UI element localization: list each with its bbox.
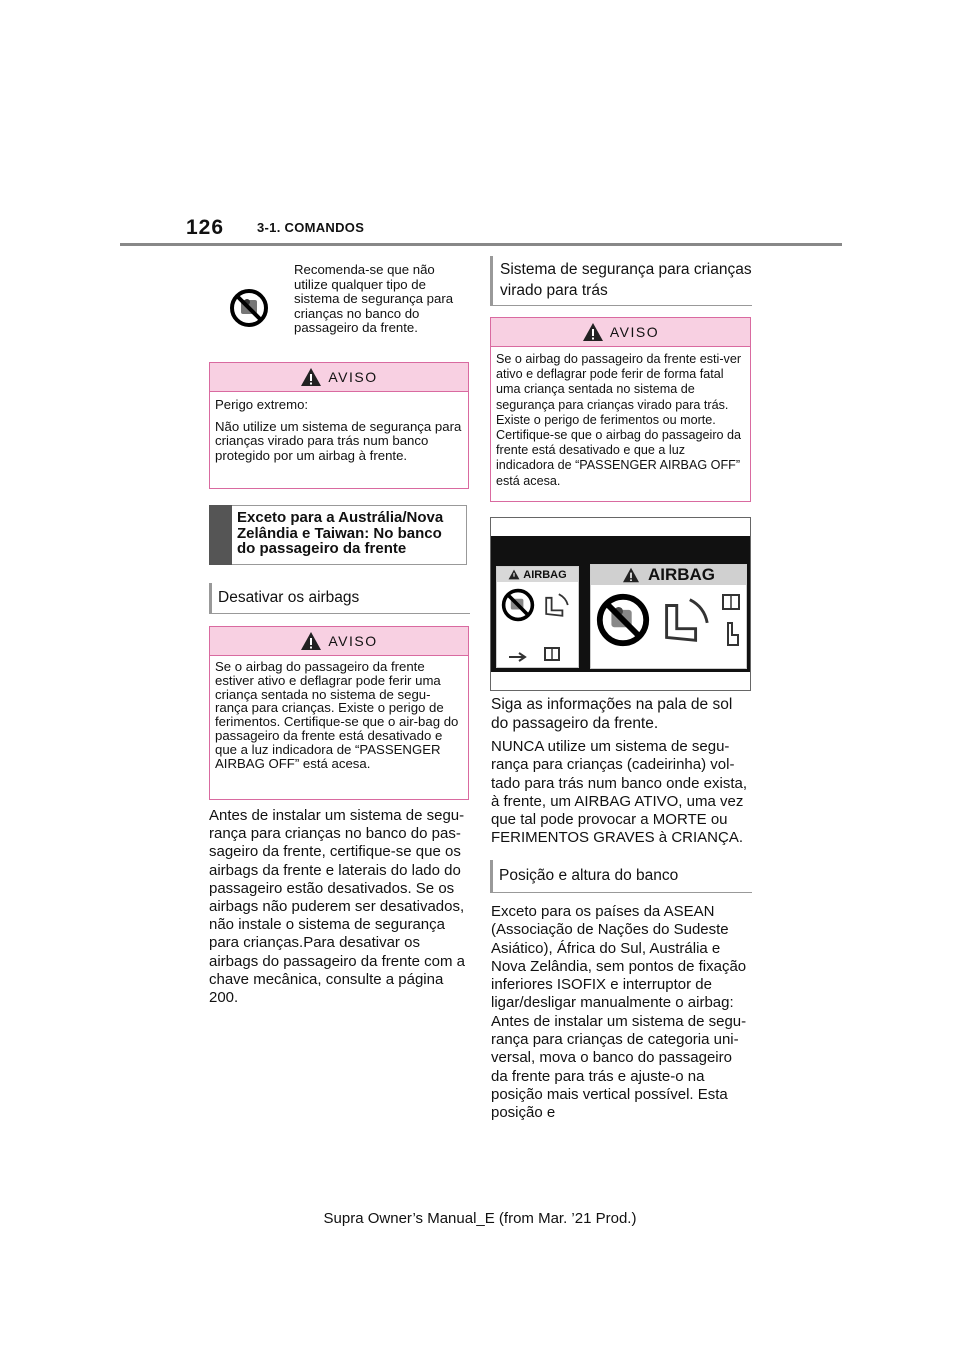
warning-triangle-icon (300, 631, 322, 651)
warning-box-2 (209, 626, 469, 800)
region-heading-bar (209, 505, 232, 565)
airbag-label-small-text: AIRBAG (523, 568, 567, 581)
seat-airbag-icon (655, 591, 713, 649)
warning-triangle-icon (582, 322, 604, 342)
book-hand-icon (718, 591, 744, 651)
header-rule (120, 243, 842, 246)
warning-text: Se o airbag do passageiro da frente esti-ver ativo e deflagrar pode ferir de forma fatal uma criança sentada no sistema de segurança para crianças virado para trás. Existe o perigo de ferimentos ou morte. Certifique-se que o airbag do passageiro da frente está desativado e que a luz indicadora de “PASSENGER AIRBAG OFF” está acesa. (496, 352, 742, 488)
footer-text: Supra Owner’s Manual_E (from Mar. ’21 Prod.) (323, 1210, 637, 1227)
warning-triangle-icon (622, 567, 640, 583)
figure-caption: Siga as informações na pala de sol do passageiro da frente. (491, 696, 733, 732)
warning-triangle-icon (508, 569, 520, 580)
page-number: 126 (186, 216, 225, 239)
warning-header (491, 318, 750, 347)
sun-visor-airbag-figure (490, 517, 751, 691)
no-rear-facing-seat-icon (594, 591, 652, 649)
warning-header (210, 363, 468, 392)
no-rear-facing-seat-icon (500, 587, 536, 623)
warning-box-1 (209, 362, 469, 489)
subheading-text: Sistema de segurança para crianças virado para trás (500, 261, 752, 299)
airbag-label-small (497, 567, 578, 582)
warning-title: AVISO (609, 324, 660, 340)
subheading-seat-position: Posição e altura do banco (490, 860, 752, 893)
warning-header (210, 627, 468, 656)
symbol-description: Recomenda-se que não utilize qualquer tipo de sistema de segurança para crianças no banco do passageiro da frente. (294, 262, 454, 336)
warning-line: Perigo extremo: (215, 397, 309, 412)
warning-text: Não utilize um sistema de segurança para crianças virado para trás num banco protegido por um airbag à frente. (215, 418, 462, 463)
no-child-seat-icon (229, 288, 269, 328)
airbag-label-large-text: AIRBAG (647, 565, 716, 584)
warning-text: Se o airbag do passageiro da frente estiver ativo e deflagrar pode ferir uma criança sentada no sistema de segu-rança para crianças. Existe o perigo de ferimentos. Certifique-se que o air-bag do passageiro da frente está desativado e que a luz indicadora de “PASSENGER AIRBAG OFF” está acesa. (215, 659, 459, 771)
right-paragraph-1: NUNCA utilize um sistema de segu-rança para crianças (cadeirinha) vol-tado para trás num banco onde exista, à frente, um AIRBAG ATIVO, uma vez que tal pode provocar a MORTE ou FERIMENTOS GRAVES à CRIANÇA. (491, 738, 747, 847)
subheading-rear-facing (490, 256, 752, 306)
left-paragraph: Antes de instalar um sistema de segu-rança para crianças no banco do pas-sageiro da frente, certifique-se que os airbags da frente e laterais do lado do passageiro estão desativados. Se os airbags não puderem ser desativados, não instale o sistema de segurança para crianças.Para desativar os airbags do passageiro da frente com a chave mecânica, consulte a página 200. (209, 807, 465, 1007)
right-paragraph-2: Exceto para os países da ASEAN (Associação de Nações do Sudeste Asiático), África do Sul, Austrália e Nova Zelândia, sem pontos de fixação inferiores ISOFIX e interruptor de ligar/desligar manualmente o airbag: Antes de instalar um sistema de segu-rança para crianças de categoria uni-versal, mova o banco do passageiro da frente para trás e ajuste-o na posição mais vertical possível. Esta posição e (491, 903, 747, 1122)
subheading-disable-airbags: Desativar os airbags (209, 583, 470, 614)
warning-title: AVISO (328, 369, 378, 385)
hand-book-icon (505, 645, 575, 663)
warning-triangle-icon (300, 367, 322, 387)
warning-box-3 (490, 317, 751, 502)
seat-airbag-icon (539, 587, 575, 623)
region-heading-text: Exceto para a Austrália/Nova Zelândia e Taiwan: No banco do passageiro da frente (237, 509, 444, 557)
region-heading (232, 505, 467, 565)
section-title: 3-1. COMANDOS (257, 220, 365, 235)
warning-title: AVISO (328, 633, 378, 649)
airbag-label-large (591, 565, 746, 585)
